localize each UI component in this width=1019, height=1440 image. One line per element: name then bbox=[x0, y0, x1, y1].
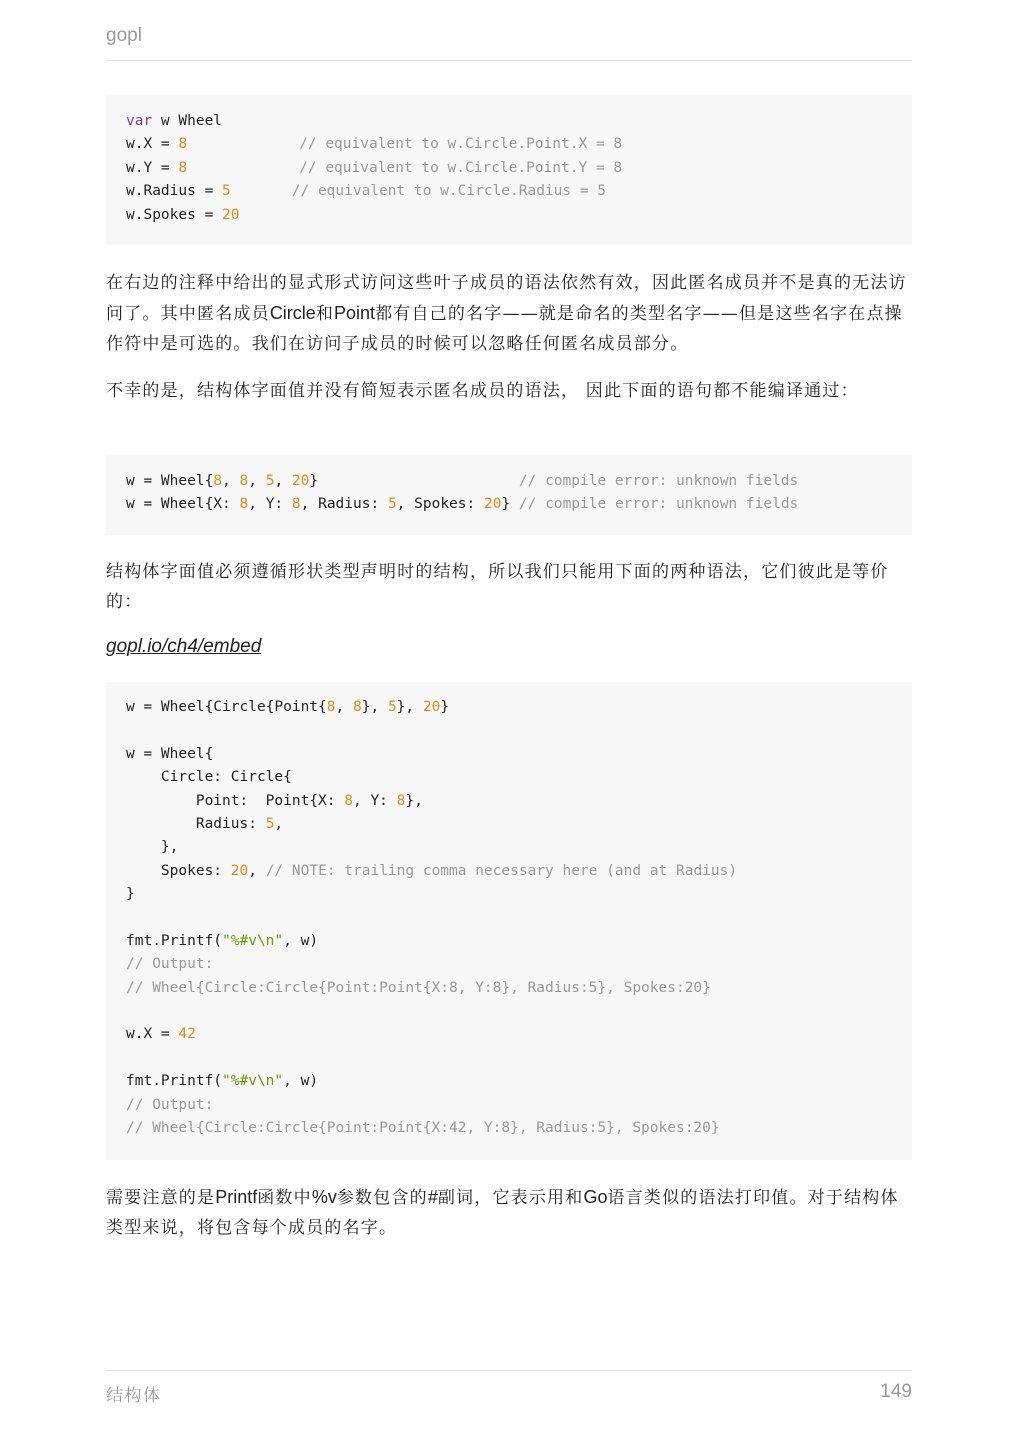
code-line: w = Wheel{8, 8, 5, 20} // compile error: unknown fields bbox=[126, 473, 799, 489]
code-line: Point: Point{X: 8, Y: 8}, bbox=[126, 792, 423, 809]
code-line: w.Spokes = 20 bbox=[126, 206, 240, 223]
code-line: w = Wheel{Circle{Point{8, 8}, 5}, 20} bbox=[126, 699, 450, 715]
code-comment-line: // Wheel{Circle:Circle{Point:Point{X:8, Y:8}, Radius:5}, Spokes:20} bbox=[126, 979, 711, 996]
code-comment-line: // Output: bbox=[126, 956, 214, 973]
code-block-3 bbox=[106, 682, 912, 1160]
code-line: } bbox=[126, 886, 135, 903]
paragraph-4: 需要注意的是Printf函数中%v参数包含的#副词，它表示用和Go语言类似的语法打印值。对于结构体类型来说，将包含每个成员的名字。 bbox=[106, 1187, 899, 1238]
code-line: Circle: Circle{ bbox=[126, 769, 292, 786]
code-line: }, bbox=[126, 839, 179, 856]
code-blank-line bbox=[126, 719, 892, 742]
code-line: fmt.Printf("%#v\n", w) bbox=[126, 932, 319, 949]
code-blank-line bbox=[126, 907, 892, 930]
page-footer bbox=[106, 1370, 912, 1417]
code-line: Radius: 5, bbox=[126, 815, 284, 832]
code-line: w.Radius = 5 // equivalent to w.Circle.Radius = 5 bbox=[126, 183, 607, 200]
code-blank-line bbox=[126, 1000, 892, 1023]
code-line: w.Y = 8 // equivalent to w.Circle.Point.Y = 8 bbox=[126, 159, 623, 176]
code-line: Spokes: 20, // NOTE: trailing comma necessary here (and at Radius) bbox=[126, 862, 738, 879]
paragraph-3: 结构体字面值必须遵循形状类型声明时的结构，所以我们只能用下面的两种语法，它们彼此是等价的： bbox=[106, 562, 889, 612]
code-comment-line: // Output: bbox=[126, 1096, 214, 1113]
page-header bbox=[106, 22, 912, 61]
code-line: var w Wheel bbox=[126, 113, 223, 129]
code-line: w = Wheel{ bbox=[126, 745, 214, 762]
code-block-2 bbox=[106, 455, 912, 535]
chapter-title: 结构体 bbox=[106, 1386, 162, 1406]
source-link[interactable]: gopl.io/ch4/embed bbox=[106, 636, 262, 657]
page-number: 149 bbox=[880, 1381, 912, 1402]
paragraph-1: 在右边的注释中给出的显式形式访问这些叶子成员的语法依然有效，因此匿名成员并不是真的无法访问了。其中匿名成员Circle和Point都有自己的名字——就是命名的类型名字——但是这些名字在点操作符中是可选的。我们在访问子成员的时候可以忽略任何匿名成员部分。 bbox=[106, 273, 907, 354]
code-block-1 bbox=[106, 95, 912, 245]
code-line: w = Wheel{X: 8, Y: 8, Radius: 5, Spokes: 20} // compile error: unknown fields bbox=[126, 496, 799, 513]
code-blank-line bbox=[126, 1047, 892, 1070]
code-comment-line: // Wheel{Circle:Circle{Point:Point{X:42, Y:8}, Radius:5}, Spokes:20} bbox=[126, 1120, 720, 1137]
code-line: fmt.Printf("%#v\n", w) bbox=[126, 1073, 319, 1090]
code-line: w.X = 42 bbox=[126, 1026, 196, 1043]
book-title: gopl bbox=[106, 25, 142, 46]
paragraph-2: 不幸的是，结构体字面值并没有简短表示匿名成员的语法， 因此下面的语句都不能编译通过： bbox=[106, 381, 859, 401]
code-line: w.X = 8 // equivalent to w.Circle.Point.X = 8 bbox=[126, 136, 623, 153]
